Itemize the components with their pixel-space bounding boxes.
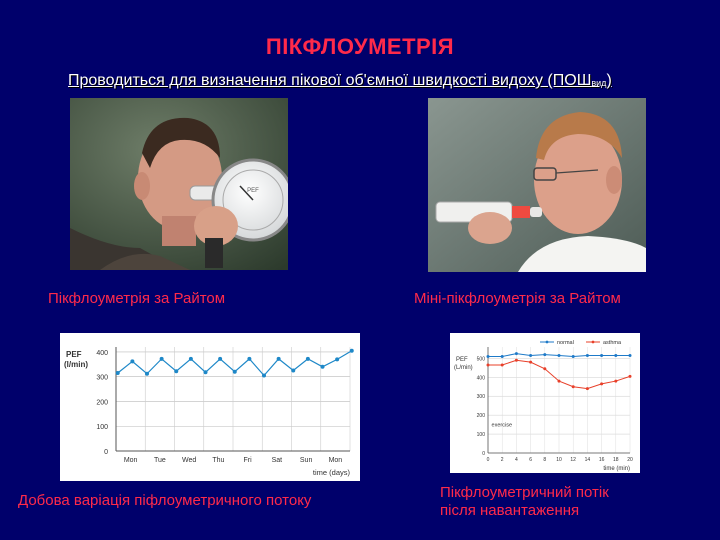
chart2-annotation: exercise <box>491 422 513 429</box>
chart2-point-asthma <box>501 363 504 366</box>
chart2-point-asthma <box>629 375 632 378</box>
mini-peak-flow-photo <box>428 98 646 272</box>
chart2-ytick-label: 200 <box>476 413 485 420</box>
chart1-ytick-label: 400 <box>96 349 108 357</box>
chart2-xtick-label: 4 <box>515 457 518 463</box>
chart1-point <box>116 371 120 375</box>
chart1-point <box>277 357 281 361</box>
subtitle-subscript: вид <box>591 78 607 88</box>
chart2-point-normal <box>501 355 504 358</box>
chart2-xtick-label: 0 <box>486 457 490 463</box>
chart1-xtick-label: Sun <box>299 457 313 464</box>
right-chart-caption <box>440 484 609 520</box>
page-title: ПІКФЛОУМЕТРІЯ <box>265 34 455 59</box>
chart2-xtick-label: 6 <box>529 457 532 463</box>
chart1-point <box>189 357 193 361</box>
chart1-point <box>291 369 295 373</box>
chart2-point-normal <box>543 353 546 356</box>
chart2-point-normal <box>629 354 632 357</box>
right-chart-caption-line1: Пікфлоуметричний потік <box>440 484 609 501</box>
daily-variation-chart <box>60 333 360 481</box>
chart2-point-normal <box>600 354 603 357</box>
chart2-point-normal <box>586 354 589 357</box>
gauge-label: PEF <box>247 188 259 194</box>
chart1-point <box>247 357 251 361</box>
chart2-xtick-label: 10 <box>556 457 562 463</box>
chart1-xtick-label: Tue <box>153 457 166 464</box>
chart1-point <box>218 357 222 361</box>
chart2-point-asthma <box>515 359 518 362</box>
chart1-xtick-label: Fri <box>243 457 252 464</box>
chart2-point-asthma <box>487 363 490 366</box>
chart2-xtick-label: 14 <box>584 457 591 463</box>
chart1-point <box>160 357 164 361</box>
chart1-point <box>321 365 325 369</box>
chart2-point-asthma <box>558 380 561 383</box>
chart2-point-asthma <box>614 380 617 383</box>
chart1-xtick-label: Thu <box>212 457 225 464</box>
chart1-xtick-label: Sat <box>271 457 283 464</box>
chart1-xtick-label: Mon <box>123 457 138 464</box>
chart2-xtick-label: 8 <box>543 457 547 463</box>
chart1-point <box>350 349 354 353</box>
chart1-xtick-label: Mon <box>328 457 343 464</box>
subtitle-text: Проводиться для визначення пікової об'ємної швидкості видоху (ПОШ <box>68 72 592 89</box>
right-photo-caption: Міні-пікфлоуметрія за Райтом <box>414 290 621 307</box>
chart2-point-asthma <box>529 361 532 364</box>
chart1-ytick-label: 300 <box>96 374 108 382</box>
chart1-xtick-label: Wed <box>181 457 197 464</box>
chart1-point <box>174 369 178 373</box>
chart2-xtick-label: 2 <box>500 457 504 463</box>
chart1-ytick-label: 0 <box>104 449 108 456</box>
page-subtitle <box>68 72 708 90</box>
chart1-point <box>130 359 134 363</box>
chart2-ylabel-line2: (L/min) <box>454 365 473 371</box>
post-exercise-chart <box>450 333 640 473</box>
chart2-point-normal <box>515 352 518 355</box>
chart1-ylabel-line1: PEF <box>66 350 82 359</box>
subtitle-end: ) <box>606 72 612 89</box>
chart2-legend-label: normal <box>557 340 574 346</box>
chart2-ytick-label: 0 <box>482 451 485 457</box>
chart1-ytick-label: 200 <box>96 399 108 407</box>
chart1-point <box>233 370 237 374</box>
chart1-xlabel: time (days) <box>312 468 350 477</box>
chart2-legend-marker <box>592 341 595 344</box>
chart2-xtick-label: 12 <box>570 457 576 463</box>
left-photo-caption: Пікфлоуметрія за Райтом <box>48 290 226 307</box>
chart2-point-normal <box>487 355 490 358</box>
chart2-xtick-label: 18 <box>613 457 619 463</box>
chart2-xlabel: time (min) <box>603 466 630 472</box>
chart2-point-asthma <box>572 385 575 388</box>
chart2-ytick-label: 400 <box>476 375 485 382</box>
chart2-point-asthma <box>600 382 603 385</box>
right-chart-caption-line2: після навантаження <box>440 502 580 519</box>
chart2-point-normal <box>614 354 617 357</box>
chart2-ytick-label: 500 <box>476 356 485 363</box>
chart2-legend-label: asthma <box>603 340 622 346</box>
chart1-ytick-label: 100 <box>96 424 108 432</box>
chart1-ylabel-line2: (l/min) <box>64 360 88 369</box>
chart2-ylabel-line1: PEF <box>456 357 468 363</box>
chart1-point <box>262 373 266 377</box>
chart1-point <box>145 372 149 376</box>
chart2-point-asthma <box>586 387 589 390</box>
chart2-point-asthma <box>543 367 546 370</box>
chart2-ytick-label: 300 <box>476 394 485 401</box>
chart1-point <box>306 357 310 361</box>
chart2-point-normal <box>529 354 532 357</box>
left-chart-caption: Добова варіація піфлоуметричного потоку <box>18 492 312 509</box>
chart2-legend-marker <box>546 341 549 344</box>
chart2-point-normal <box>558 354 561 357</box>
wright-peak-flow-photo <box>70 98 288 270</box>
chart2-xtick-label: 16 <box>598 457 605 463</box>
chart2-point-normal <box>572 355 575 358</box>
chart1-point <box>335 357 339 361</box>
chart2-xtick-label: 20 <box>627 457 633 463</box>
chart1-point <box>204 370 208 374</box>
chart2-ytick-label: 100 <box>476 432 485 439</box>
